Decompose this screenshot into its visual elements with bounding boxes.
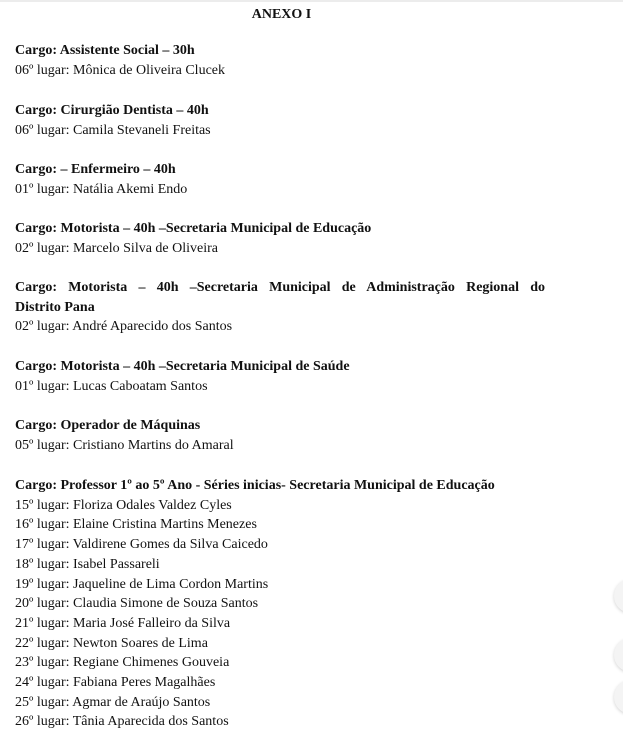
section-professor [15, 476, 545, 732]
list-item: 16º lugar: Elaine Cristina Martins Menezes [15, 517, 257, 533]
cargo-heading: Cargo: Motorista – 40h –Secretaria Municipal de Saúde [15, 359, 350, 374]
list-item: 20º lugar: Claudia Simone de Souza Santos [15, 596, 259, 612]
title-text: ANEXO I [251, 7, 312, 22]
cargo-heading: Cargo: Cirurgião Dentista – 40h [15, 103, 209, 118]
top-border [0, 0, 623, 2]
list-item: 23º lugar: Regiane Chimenes Gouveia [15, 655, 230, 671]
list-item: 21º lugar: Maria José Falleiro da Silva [15, 615, 231, 631]
cargo-heading-line1: Cargo: Motorista – 40h –Secretaria Municipal de Administração Regional do [15, 280, 545, 295]
floating-side-button-2[interactable] [614, 638, 623, 672]
list-item: 18º lugar: Isabel Passareli [15, 556, 160, 572]
cargo-heading: Cargo: Assistente Social – 30h [15, 43, 195, 58]
list-item: 25º lugar: Agmar de Araújo Santos [15, 694, 211, 710]
list-item: 15º lugar: Floriza Odales Valdez Cyles [15, 497, 232, 513]
list-item: 05º lugar: Cristiano Martins do Amaral [15, 437, 234, 453]
section-cirurgiao-dentista [15, 101, 545, 140]
section-assistente-social [15, 41, 545, 80]
list-item: 06º lugar: Mônica de Oliveira Clucek [15, 62, 225, 78]
cargo-heading: Cargo: Motorista – 40h –Secretaria Municipal de Educação [15, 221, 372, 236]
list-item: 24º lugar: Fabiana Peres Magalhães [15, 675, 216, 691]
list-item: 22º lugar: Newton Soares de Lima [15, 635, 208, 651]
list-item: 01º lugar: Lucas Caboatam Santos [15, 378, 208, 394]
list-item: 26º lugar: Tânia Aparecida dos Santos [15, 714, 229, 730]
list-item: 02º lugar: Marcelo Silva de Oliveira [15, 240, 218, 256]
floating-side-button-1[interactable] [614, 579, 623, 613]
list-item: 01º lugar: Natália Akemi Endo [15, 181, 188, 197]
cargo-heading-line2: Distrito Pana [15, 299, 95, 315]
cargo-heading: Cargo: – Enfermeiro – 40h [15, 162, 176, 177]
list-item: 19º lugar: Jaqueline de Lima Cordon Martins [15, 576, 269, 592]
cargo-heading: Cargo: Professor 1º ao 5º Ano - Séries inicias- Secretaria Municipal de Educação [15, 478, 495, 493]
section-operador-maquinas [15, 416, 545, 455]
section-motorista-educacao [15, 219, 545, 258]
document-title [0, 6, 623, 24]
cargo-heading: Cargo: Operador de Máquinas [15, 418, 201, 433]
list-item: 17º lugar: Valdirene Gomes da Silva Caicedo [15, 537, 268, 553]
section-motorista-distrito-pana [15, 278, 545, 337]
section-enfermeiro [15, 160, 545, 199]
list-item: 06º lugar: Camila Stevaneli Freitas [15, 122, 211, 138]
floating-side-button-3[interactable] [614, 680, 623, 714]
list-item: 02º lugar: André Aparecido dos Santos [15, 319, 233, 335]
section-motorista-saude [15, 357, 545, 396]
